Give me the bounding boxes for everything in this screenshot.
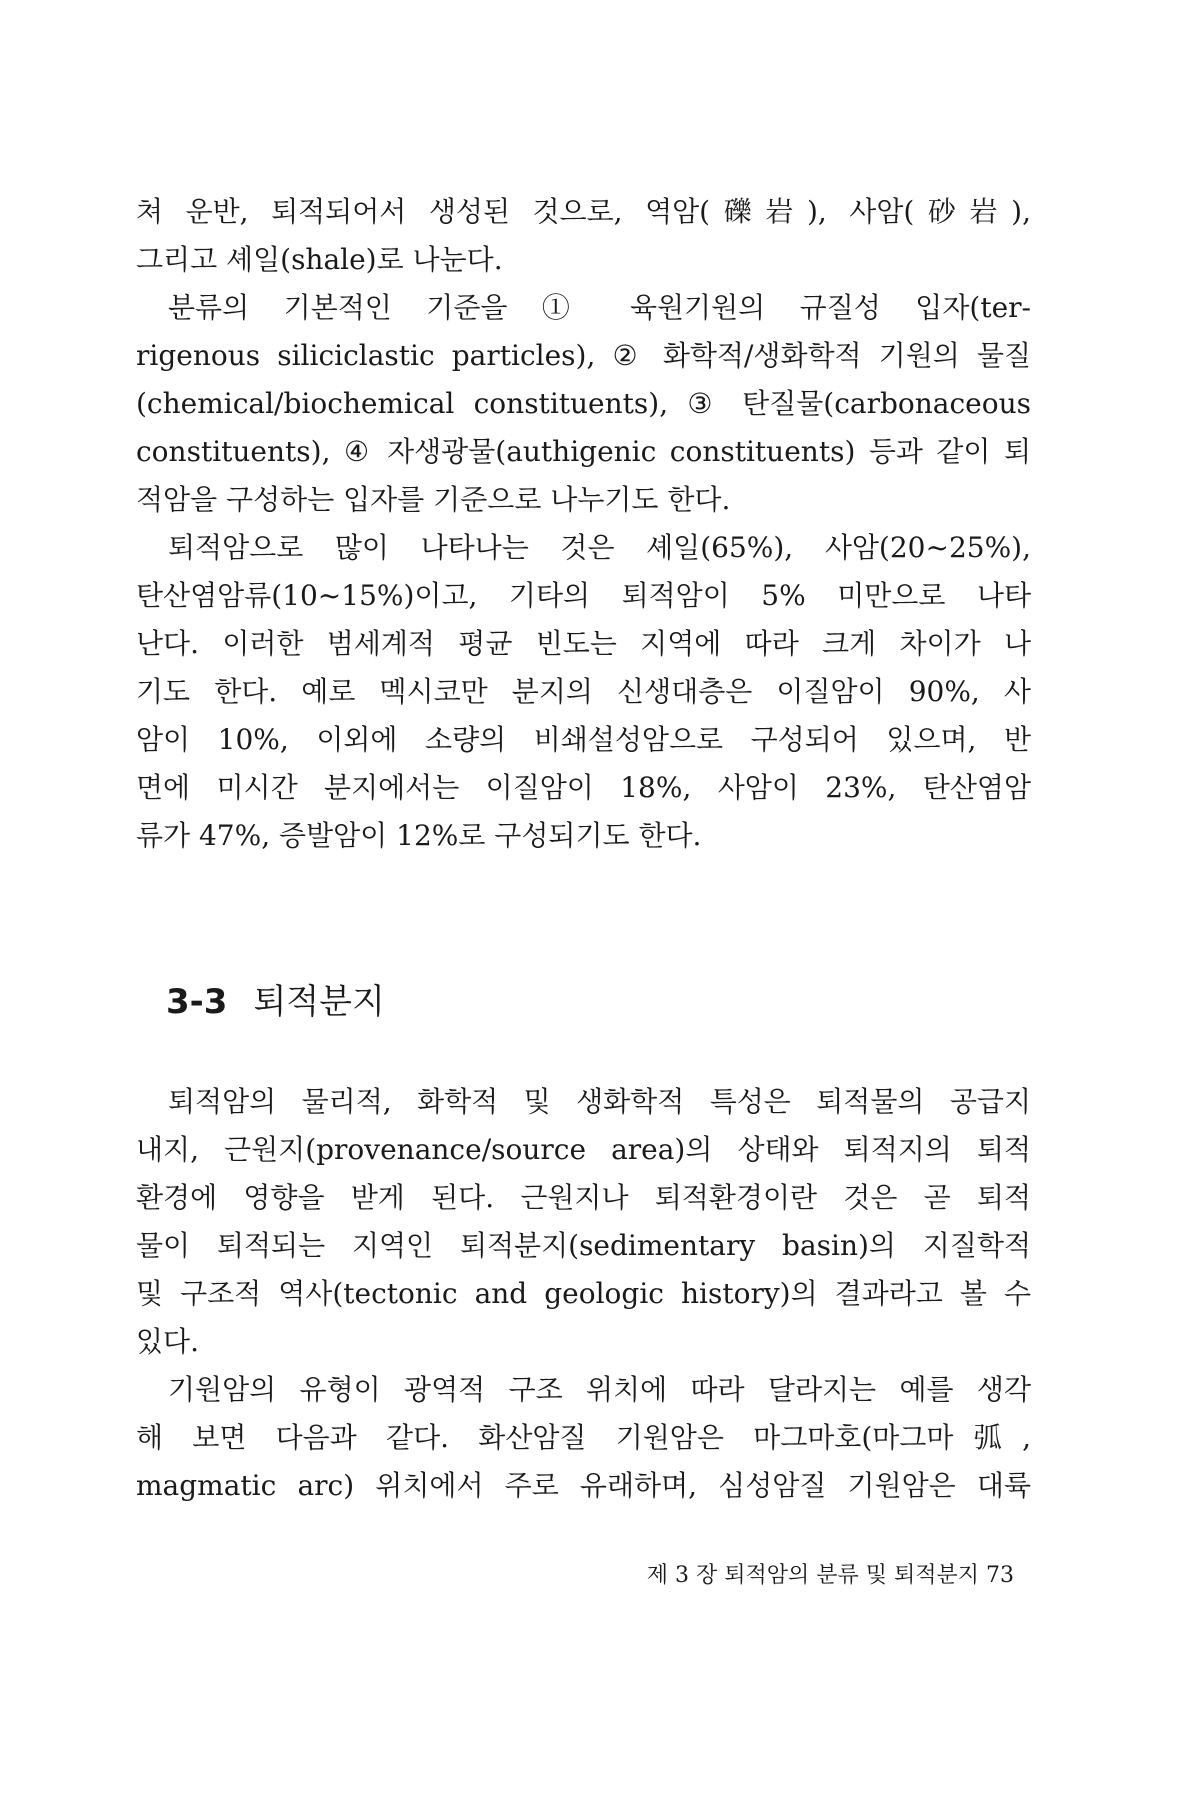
text-line: 적암을 구성하는 입자를 기준으로 나누기도 한다. bbox=[136, 483, 731, 516]
text-line: rigenous siliciclastic particles), ② 화학적/생화학적 기원의 물질 bbox=[136, 339, 1031, 372]
text-line: 류가 47%, 증발암이 12%로 구성되기도 한다. bbox=[136, 819, 702, 852]
text-line: 해 보면 다음과 같다. 화산암질 기원암은 마그마호(마그마弧, bbox=[136, 1421, 1031, 1454]
paragraph-3 bbox=[136, 524, 1031, 860]
page-footer: 제 3 장 퇴적암의 분류 및 퇴적분지 73 bbox=[646, 1563, 1014, 1588]
paragraph-5 bbox=[136, 1366, 1031, 1510]
text-line: 환경에 영향을 받게 된다. 근원지나 퇴적환경이란 것은 곧 퇴적 bbox=[136, 1181, 1031, 1214]
text-line: 난다. 이러한 범세계적 평균 빈도는 지역에 따라 크게 차이가 나 bbox=[136, 627, 1031, 660]
text-line: magmatic arc) 위치에서 주로 유래하며, 심성암질 기원암은 대륙 bbox=[136, 1469, 1031, 1502]
text-line: 퇴적암으로 많이 나타나는 것은 셰일(65%), 사암(20~25%), bbox=[168, 531, 1031, 564]
text-line: 기원암의 유형이 광역적 구조 위치에 따라 달라지는 예를 생각 bbox=[168, 1373, 1031, 1406]
body-text-upper bbox=[136, 188, 1031, 860]
text-line: 탄산염암류(10~15%)이고, 기타의 퇴적암이 5% 미만으로 나타 bbox=[136, 579, 1031, 612]
text-line: 내지, 근원지(provenance/source area)의 상태와 퇴적지의 퇴적 bbox=[136, 1133, 1031, 1166]
text-line: 및 구조적 역사(tectonic and geologic history)의 결과라고 볼 수 bbox=[136, 1277, 1031, 1310]
text-line: 기도 한다. 예로 멕시코만 분지의 신생대층은 이질암이 90%, 사 bbox=[136, 675, 1031, 708]
paragraph-4 bbox=[136, 1078, 1031, 1366]
text-line: 물이 퇴적되는 지역인 퇴적분지(sedimentary basin)의 지질학적 bbox=[136, 1229, 1031, 1262]
text-line: 퇴적암의 물리적, 화학적 및 생화학적 특성은 퇴적물의 공급지 bbox=[168, 1085, 1031, 1118]
section-number: 3-3 bbox=[166, 982, 228, 1022]
section-heading bbox=[166, 978, 385, 1026]
section-title: 퇴적분지 bbox=[253, 982, 385, 1022]
text-line: 그리고 셰일(shale)로 나눈다. bbox=[136, 243, 503, 276]
paragraph-2 bbox=[136, 284, 1031, 524]
body-text-lower bbox=[136, 1078, 1031, 1510]
text-line: constituents), ④ 자생광물(authigenic constituents) 등과 같이 퇴 bbox=[136, 435, 1031, 468]
text-line: 암이 10%, 이외에 소량의 비쇄설성암으로 구성되어 있으며, 반 bbox=[136, 723, 1031, 756]
text-line: 분류의 기본적인 기준을 ① 육원기원의 규질성 입자(ter- bbox=[168, 291, 1031, 324]
text-line: 쳐 운반, 퇴적되어서 생성된 것으로, 역암(礫岩), 사암(砂岩), bbox=[136, 195, 1031, 228]
text-line: 있다. bbox=[136, 1325, 199, 1358]
text-line: 면에 미시간 분지에서는 이질암이 18%, 사암이 23%, 탄산염암 bbox=[136, 771, 1031, 804]
paragraph-1 bbox=[136, 188, 1031, 284]
text-line: (chemical/biochemical constituents), ③ 탄질물(carbonaceous bbox=[136, 387, 1031, 420]
